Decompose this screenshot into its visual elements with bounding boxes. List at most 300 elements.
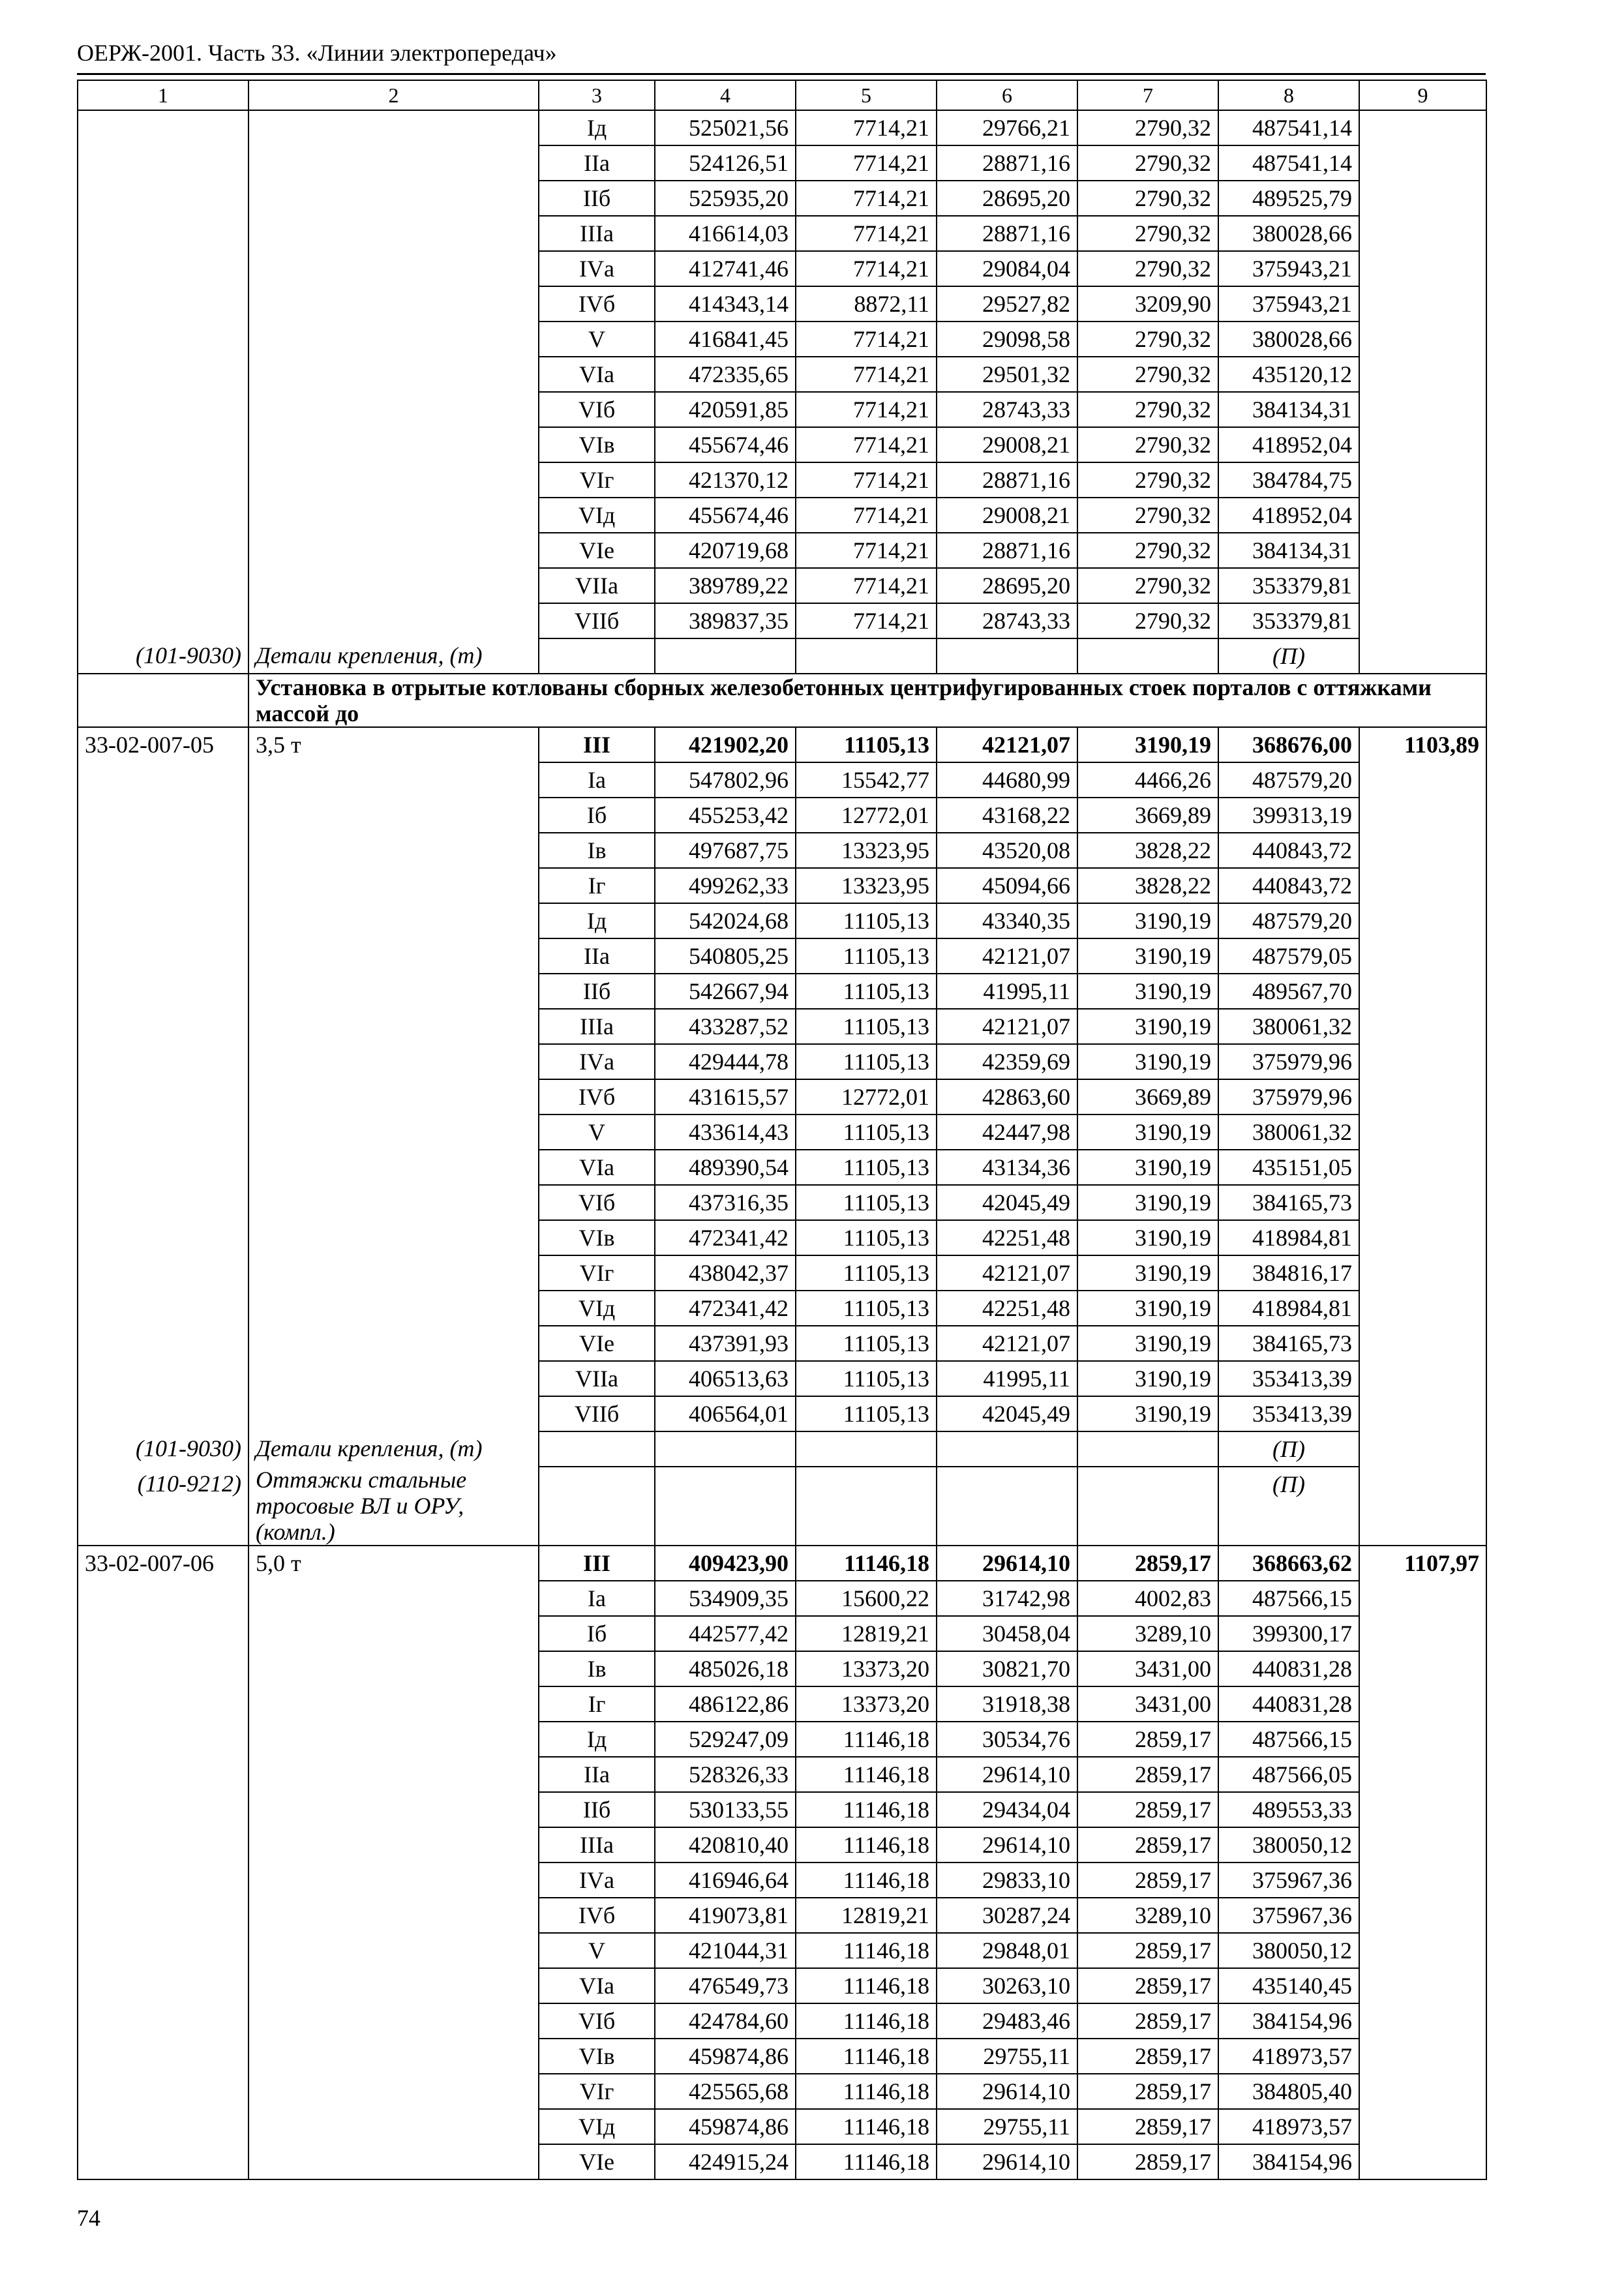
value-cell: 530133,55 (655, 1792, 796, 1827)
rate-description (248, 181, 539, 216)
table-row (78, 2144, 1486, 2179)
zone-label: Iд (539, 110, 655, 145)
labor-cost (1359, 1933, 1486, 1968)
labor-cost (1359, 1827, 1486, 1863)
empty-cell (1077, 638, 1218, 674)
labor-cost (1359, 2003, 1486, 2039)
value-cell: 435151,05 (1218, 1150, 1359, 1185)
value-cell: 3190,19 (1077, 1009, 1218, 1044)
table-row (78, 251, 1486, 286)
rate-description (248, 1396, 539, 1431)
table-row (78, 903, 1486, 938)
zone-label: VIе (539, 1326, 655, 1361)
value-cell: 3190,19 (1077, 903, 1218, 938)
labor-cost (1359, 938, 1486, 974)
labor-cost (1359, 110, 1486, 145)
zone-label: IVа (539, 1863, 655, 1898)
value-cell: 440843,72 (1218, 868, 1359, 903)
value-cell: 7714,21 (796, 603, 937, 638)
table-row (78, 1581, 1486, 1616)
value-cell: 31918,38 (937, 1686, 1077, 1722)
value-cell: 28743,33 (937, 603, 1077, 638)
value-cell: 534909,35 (655, 1581, 796, 1616)
value-cell: 529247,09 (655, 1722, 796, 1757)
value-cell: 3190,19 (1077, 1115, 1218, 1150)
value-cell: 12819,21 (796, 1616, 937, 1651)
value-cell: 418973,57 (1218, 2039, 1359, 2074)
zone-label: VIIб (539, 603, 655, 638)
zone-label: IIб (539, 974, 655, 1009)
labor-cost (1359, 286, 1486, 322)
zone-label: VIIа (539, 568, 655, 603)
rate-description (248, 1863, 539, 1898)
labor-cost (1359, 462, 1486, 498)
value-cell: 29501,32 (937, 357, 1077, 392)
zone-label: VIд (539, 1291, 655, 1326)
value-cell: 3190,19 (1077, 1220, 1218, 1255)
rate-description (248, 833, 539, 868)
table-row (78, 2074, 1486, 2109)
value-cell: 380050,12 (1218, 1827, 1359, 1863)
rate-description (248, 1581, 539, 1616)
empty-cell (1359, 1431, 1486, 1467)
zone-label: Iд (539, 903, 655, 938)
material-unit: (П) (1218, 1467, 1359, 1546)
value-cell: 3209,90 (1077, 286, 1218, 322)
labor-cost (1359, 1291, 1486, 1326)
value-cell: 384165,73 (1218, 1185, 1359, 1220)
value-cell: 384154,96 (1218, 2003, 1359, 2039)
table-row (78, 2109, 1486, 2144)
value-cell: 384134,31 (1218, 533, 1359, 568)
value-cell: 486122,86 (655, 1686, 796, 1722)
rate-description (248, 392, 539, 427)
rate-code (78, 1185, 248, 1220)
material-code: (110-9212) (78, 1467, 248, 1546)
zone-label: IIб (539, 1792, 655, 1827)
value-cell: 11146,18 (796, 1933, 937, 1968)
rate-description (248, 1115, 539, 1150)
table-row (78, 427, 1486, 462)
value-cell: 11146,18 (796, 2109, 937, 2144)
zone-label: Iг (539, 868, 655, 903)
column-number: 9 (1359, 80, 1486, 110)
value-cell: 3190,19 (1077, 1185, 1218, 1220)
labor-cost (1359, 145, 1486, 181)
value-cell: 418984,81 (1218, 1220, 1359, 1255)
rate-code (78, 868, 248, 903)
rate-code (78, 1933, 248, 1968)
value-cell: 4002,83 (1077, 1581, 1218, 1616)
value-cell: 12772,01 (796, 798, 937, 833)
rate-code (78, 1326, 248, 1361)
value-cell: 435140,45 (1218, 1968, 1359, 2003)
value-cell: 29614,10 (937, 2144, 1077, 2179)
zone-label: Iб (539, 798, 655, 833)
value-cell: 487566,05 (1218, 1757, 1359, 1792)
value-cell: 353413,39 (1218, 1396, 1359, 1431)
labor-cost (1359, 2109, 1486, 2144)
value-cell: 418984,81 (1218, 1291, 1359, 1326)
rate-description (248, 1009, 539, 1044)
empty-cell (937, 1467, 1077, 1546)
labor-cost (1359, 1863, 1486, 1898)
value-cell: 42121,07 (937, 1255, 1077, 1291)
value-cell: 2859,17 (1077, 1827, 1218, 1863)
value-cell: 433287,52 (655, 1009, 796, 1044)
value-cell: 11105,13 (796, 727, 937, 762)
material-code: (101-9030) (78, 1431, 248, 1467)
rate-code (78, 903, 248, 938)
rate-code (78, 833, 248, 868)
value-cell: 42447,98 (937, 1115, 1077, 1150)
rate-code (78, 603, 248, 638)
table-row (78, 1079, 1486, 1115)
value-cell: 42045,49 (937, 1185, 1077, 1220)
zone-label: Iа (539, 1581, 655, 1616)
labor-cost (1359, 1185, 1486, 1220)
zone-label: VIг (539, 1255, 655, 1291)
labor-cost (1359, 1898, 1486, 1933)
zone-label: III (539, 727, 655, 762)
value-cell: 31742,98 (937, 1581, 1077, 1616)
page-number: 74 (77, 2205, 100, 2231)
value-cell: 11105,13 (796, 1326, 937, 1361)
material-row (78, 1431, 1486, 1467)
value-cell: 435120,12 (1218, 357, 1359, 392)
value-cell: 7714,21 (796, 145, 937, 181)
labor-cost (1359, 1686, 1486, 1722)
table-row (78, 974, 1486, 1009)
value-cell: 2859,17 (1077, 2074, 1218, 2109)
rate-description (248, 568, 539, 603)
value-cell: 499262,33 (655, 868, 796, 903)
value-cell: 2790,32 (1077, 357, 1218, 392)
zone-label: Iв (539, 1651, 655, 1686)
labor-cost (1359, 798, 1486, 833)
rate-code (78, 1150, 248, 1185)
rate-description (248, 427, 539, 462)
value-cell: 2859,17 (1077, 1968, 1218, 2003)
column-number: 8 (1218, 80, 1359, 110)
zone-label: VIг (539, 2074, 655, 2109)
value-cell: 29848,01 (937, 1933, 1077, 1968)
labor-cost (1359, 868, 1486, 903)
value-cell: 487541,14 (1218, 110, 1359, 145)
value-cell: 42121,07 (937, 1326, 1077, 1361)
value-cell: 42121,07 (937, 727, 1077, 762)
zone-label: VIа (539, 357, 655, 392)
rate-code (78, 2039, 248, 2074)
labor-cost (1359, 2039, 1486, 2074)
value-cell: 29755,11 (937, 2109, 1077, 2144)
table-row (78, 1968, 1486, 2003)
value-cell: 380061,32 (1218, 1009, 1359, 1044)
value-cell: 3289,10 (1077, 1616, 1218, 1651)
value-cell: 419073,81 (655, 1898, 796, 1933)
rate-code (78, 1291, 248, 1326)
value-cell: 7714,21 (796, 357, 937, 392)
rate-code (78, 1651, 248, 1686)
value-cell: 2859,17 (1077, 2144, 1218, 2179)
rate-code (78, 1757, 248, 1792)
value-cell: 2859,17 (1077, 1757, 1218, 1792)
value-cell: 42121,07 (937, 1009, 1077, 1044)
value-cell: 380061,32 (1218, 1115, 1359, 1150)
value-cell: 3828,22 (1077, 868, 1218, 903)
value-cell: 29766,21 (937, 110, 1077, 145)
labor-cost (1359, 1220, 1486, 1255)
value-cell: 2790,32 (1077, 427, 1218, 462)
value-cell: 525021,56 (655, 110, 796, 145)
value-cell: 2790,32 (1077, 322, 1218, 357)
empty-cell (1359, 1467, 1486, 1546)
empty-cell (1077, 1431, 1218, 1467)
labor-cost (1359, 762, 1486, 798)
rate-description (248, 110, 539, 145)
rate-description: 5,0 т (248, 1546, 539, 1581)
empty-cell (655, 638, 796, 674)
value-cell: 384154,96 (1218, 2144, 1359, 2179)
labor-cost (1359, 392, 1486, 427)
column-number: 3 (539, 80, 655, 110)
value-cell: 409423,90 (655, 1546, 796, 1581)
zone-label: VIIб (539, 1396, 655, 1431)
value-cell: 440831,28 (1218, 1651, 1359, 1686)
value-cell: 29527,82 (937, 286, 1077, 322)
value-cell: 42121,07 (937, 938, 1077, 974)
zone-label: VIа (539, 1968, 655, 2003)
value-cell: 13323,95 (796, 868, 937, 903)
zone-label: VIе (539, 2144, 655, 2179)
table-row (78, 1185, 1486, 1220)
labor-cost: 1103,89 (1359, 727, 1486, 762)
value-cell: 418973,57 (1218, 2109, 1359, 2144)
table-row (78, 938, 1486, 974)
value-cell: 375967,36 (1218, 1863, 1359, 1898)
table-row (78, 1396, 1486, 1431)
zone-label: Iд (539, 1722, 655, 1757)
rate-description (248, 1361, 539, 1396)
table-row (78, 1933, 1486, 1968)
value-cell: 420591,85 (655, 392, 796, 427)
empty-cell (655, 1431, 796, 1467)
rate-code (78, 498, 248, 533)
value-cell: 30287,24 (937, 1898, 1077, 1933)
table-row (78, 1291, 1486, 1326)
zone-label: VIб (539, 392, 655, 427)
value-cell: 399313,19 (1218, 798, 1359, 833)
zone-label: III (539, 1546, 655, 1581)
value-cell: 438042,37 (655, 1255, 796, 1291)
rate-description (248, 1044, 539, 1079)
table-row (78, 462, 1486, 498)
value-cell: 414343,14 (655, 286, 796, 322)
value-cell: 12772,01 (796, 1079, 937, 1115)
table-row (78, 392, 1486, 427)
value-cell: 375967,36 (1218, 1898, 1359, 1933)
zone-label: VIв (539, 427, 655, 462)
zone-label: IVб (539, 1898, 655, 1933)
column-number: 2 (248, 80, 539, 110)
material-name: Детали крепления, (т) (248, 1431, 539, 1467)
value-cell: 42251,48 (937, 1220, 1077, 1255)
value-cell: 3669,89 (1077, 1079, 1218, 1115)
rate-description (248, 251, 539, 286)
labor-cost (1359, 1651, 1486, 1686)
value-cell: 11146,18 (796, 1546, 937, 1581)
rate-description (248, 145, 539, 181)
value-cell: 7714,21 (796, 181, 937, 216)
rate-code (78, 2074, 248, 2109)
rate-description (248, 1933, 539, 1968)
value-cell: 3669,89 (1077, 798, 1218, 833)
value-cell: 29833,10 (937, 1863, 1077, 1898)
zone-label: VIе (539, 533, 655, 568)
empty-cell (1077, 1467, 1218, 1546)
value-cell: 353379,81 (1218, 568, 1359, 603)
table-row (78, 1898, 1486, 1933)
rate-code (78, 938, 248, 974)
table-row (78, 357, 1486, 392)
column-number: 6 (937, 80, 1077, 110)
rate-code (78, 462, 248, 498)
value-cell: 431615,57 (655, 1079, 796, 1115)
rate-code (78, 1255, 248, 1291)
value-cell: 459874,86 (655, 2109, 796, 2144)
zone-label: VIв (539, 2039, 655, 2074)
rate-code: 33-02-007-05 (78, 727, 248, 762)
value-cell: 30534,76 (937, 1722, 1077, 1757)
value-cell: 421902,20 (655, 727, 796, 762)
table-row (78, 1326, 1486, 1361)
value-cell: 487579,20 (1218, 762, 1359, 798)
value-cell: 425565,68 (655, 2074, 796, 2109)
material-name: Оттяжки стальные тросовые ВЛ и ОРУ, (компл.) (248, 1467, 539, 1546)
zone-label: VIд (539, 2109, 655, 2144)
empty-cell (78, 674, 248, 727)
value-cell: 472335,65 (655, 357, 796, 392)
value-cell: 375943,21 (1218, 286, 1359, 322)
rate-code (78, 974, 248, 1009)
value-cell: 440831,28 (1218, 1686, 1359, 1722)
labor-cost (1359, 1079, 1486, 1115)
rate-code (78, 181, 248, 216)
labor-cost (1359, 1009, 1486, 1044)
value-cell: 384784,75 (1218, 462, 1359, 498)
labor-cost (1359, 2144, 1486, 2179)
value-cell: 2859,17 (1077, 2003, 1218, 2039)
rate-description (248, 1827, 539, 1863)
rate-description (248, 1185, 539, 1220)
value-cell: 384134,31 (1218, 392, 1359, 427)
value-cell: 540805,25 (655, 938, 796, 974)
table-row (78, 727, 1486, 762)
value-cell: 2790,32 (1077, 251, 1218, 286)
labor-cost (1359, 216, 1486, 251)
value-cell: 2859,17 (1077, 1863, 1218, 1898)
zone-label: IVа (539, 1044, 655, 1079)
rate-code (78, 1722, 248, 1757)
value-cell: 11105,13 (796, 1220, 937, 1255)
value-cell: 416946,64 (655, 1863, 796, 1898)
value-cell: 28695,20 (937, 568, 1077, 603)
value-cell: 3289,10 (1077, 1898, 1218, 1933)
labor-cost (1359, 322, 1486, 357)
rate-description (248, 286, 539, 322)
empty-cell (796, 1431, 937, 1467)
material-unit: (П) (1218, 638, 1359, 674)
table-row (78, 1255, 1486, 1291)
zone-label: Iв (539, 833, 655, 868)
rate-code (78, 1361, 248, 1396)
value-cell: 11146,18 (796, 1757, 937, 1792)
rate-description (248, 2039, 539, 2074)
value-cell: 455674,46 (655, 427, 796, 462)
rate-description (248, 2003, 539, 2039)
value-cell: 497687,75 (655, 833, 796, 868)
value-cell: 30458,04 (937, 1616, 1077, 1651)
zone-label: Iг (539, 1686, 655, 1722)
rate-code (78, 2003, 248, 2039)
rate-code (78, 216, 248, 251)
value-cell: 525935,20 (655, 181, 796, 216)
zone-label: VIд (539, 498, 655, 533)
value-cell: 42359,69 (937, 1044, 1077, 1079)
value-cell: 440843,72 (1218, 833, 1359, 868)
table-row (78, 868, 1486, 903)
value-cell: 3190,19 (1077, 974, 1218, 1009)
value-cell: 11105,13 (796, 903, 937, 938)
zone-label: IVб (539, 1079, 655, 1115)
value-cell: 2859,17 (1077, 2109, 1218, 2144)
value-cell: 28743,33 (937, 392, 1077, 427)
value-cell: 384165,73 (1218, 1326, 1359, 1361)
value-cell: 7714,21 (796, 322, 937, 357)
rate-code (78, 1792, 248, 1827)
value-cell: 368676,00 (1218, 727, 1359, 762)
rate-code (78, 145, 248, 181)
rate-code (78, 2109, 248, 2144)
labor-cost (1359, 357, 1486, 392)
value-cell: 28871,16 (937, 462, 1077, 498)
value-cell: 28871,16 (937, 216, 1077, 251)
value-cell: 7714,21 (796, 216, 937, 251)
value-cell: 3190,19 (1077, 727, 1218, 762)
value-cell: 485026,18 (655, 1651, 796, 1686)
value-cell: 7714,21 (796, 533, 937, 568)
table-row (78, 1361, 1486, 1396)
value-cell: 28695,20 (937, 181, 1077, 216)
value-cell: 487566,15 (1218, 1581, 1359, 1616)
labor-cost (1359, 427, 1486, 462)
value-cell: 11105,13 (796, 1044, 937, 1079)
zone-label: IIIа (539, 1009, 655, 1044)
value-cell: 8872,11 (796, 286, 937, 322)
table-row (78, 1115, 1486, 1150)
value-cell: 11105,13 (796, 1361, 937, 1396)
value-cell: 41995,11 (937, 1361, 1077, 1396)
labor-cost (1359, 974, 1486, 1009)
table-row (78, 2039, 1486, 2074)
table-row (78, 568, 1486, 603)
labor-cost (1359, 2074, 1486, 2109)
value-cell: 487541,14 (1218, 145, 1359, 181)
table-row (78, 145, 1486, 181)
table-row (78, 110, 1486, 145)
section-title: Установка в отрытые котлованы сборных железобетонных центрифугированных стоек порталов с оттяжками массой до (248, 674, 1486, 727)
empty-cell (796, 1467, 937, 1546)
